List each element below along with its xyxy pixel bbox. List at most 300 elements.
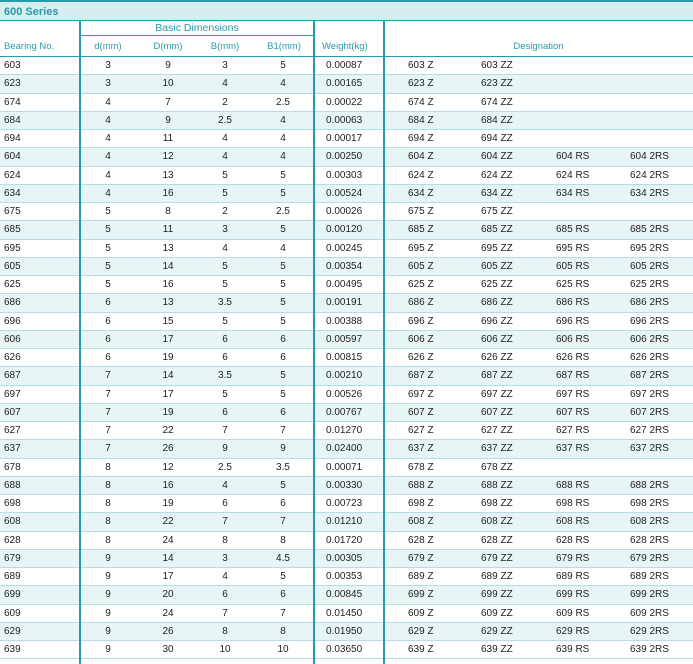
cell-designation-2rs: 634 2RS — [630, 187, 669, 199]
cell-D: 17 — [162, 571, 174, 582]
cell-designation-rs: 699 RS — [556, 589, 590, 601]
cell-B: 8 — [222, 625, 228, 637]
cell-B1: 8 — [280, 534, 286, 546]
cell-designation-rs: 624 RS — [556, 169, 590, 181]
cell-B1: 6 — [280, 498, 286, 509]
column-divider-3 — [383, 21, 385, 664]
cell-designation-2rs: 625 2RS — [630, 279, 669, 290]
cell-d: 7 — [105, 406, 111, 418]
cell-designation-2rs: 627 2RS — [630, 425, 669, 436]
cell-designation-zz: 699 ZZ — [481, 589, 513, 601]
table-row — [0, 422, 693, 440]
table-row — [0, 148, 693, 166]
cell-d: 5 — [105, 224, 111, 236]
cell-D: 17 — [162, 333, 174, 345]
cell-B: 6 — [222, 352, 228, 363]
cell-D: 16 — [162, 187, 174, 199]
cell-B1: 4.5 — [276, 552, 290, 564]
cell-d: 9 — [105, 625, 111, 637]
cell-B: 4 — [222, 78, 228, 90]
cell-weight: 0.00305 — [326, 552, 363, 564]
cell-D: 15 — [162, 315, 174, 327]
cell-designation-zz: 605 ZZ — [481, 260, 513, 272]
cell-weight: 0.00303 — [326, 169, 363, 181]
table-row — [0, 167, 693, 185]
cell-d: 4 — [105, 187, 111, 199]
cell-weight: 0.01450 — [326, 607, 363, 619]
cell-d: 5 — [105, 260, 111, 272]
cell-designation-zz: 624 ZZ — [481, 169, 513, 181]
cell-d: 7 — [105, 443, 111, 455]
cell-designation-z: 629 Z — [408, 625, 434, 637]
cell-designation-zz: 684 ZZ — [481, 114, 513, 126]
cell-designation-2rs: 605 2RS — [630, 260, 669, 272]
cell-designation-2rs: 629 2RS — [630, 625, 669, 637]
cell-designation-zz: 625 ZZ — [481, 279, 513, 290]
cell-weight: 0.01950 — [326, 625, 363, 637]
cell-B: 3.5 — [218, 297, 232, 309]
cell-bearing-no: 684 — [4, 114, 21, 126]
cell-designation-z: 628 Z — [408, 534, 434, 546]
cell-designation-z: 678 Z — [408, 461, 434, 473]
cell-designation-zz: 629 ZZ — [481, 625, 513, 637]
cell-designation-2rs: 626 2RS — [630, 352, 669, 363]
table-row — [0, 550, 693, 568]
cell-weight: 0.01270 — [326, 425, 363, 436]
cell-D: 20 — [162, 589, 174, 601]
table-row — [0, 185, 693, 203]
cell-designation-z: 674 Z — [408, 96, 434, 108]
cell-D: 24 — [162, 534, 174, 546]
cell-designation-zz: 639 ZZ — [481, 644, 513, 655]
header-weight: Weight(kg) — [322, 41, 368, 52]
cell-designation-rs: 626 RS — [556, 352, 590, 363]
cell-B: 2 — [222, 206, 228, 217]
cell-weight: 0.00388 — [326, 315, 363, 327]
cell-d: 6 — [105, 333, 111, 345]
table-row — [0, 349, 693, 367]
cell-d: 9 — [105, 571, 111, 582]
cell-weight: 0.00245 — [326, 242, 363, 254]
cell-designation-zz: 697 ZZ — [481, 388, 513, 400]
cell-designation-rs: 637 RS — [556, 443, 590, 455]
cell-designation-zz: 606 ZZ — [481, 333, 513, 345]
cell-D: 19 — [162, 352, 174, 363]
table-row — [0, 331, 693, 349]
cell-designation-2rs: 698 2RS — [630, 498, 669, 509]
cell-designation-rs: 628 RS — [556, 534, 590, 546]
cell-designation-zz: 675 ZZ — [481, 206, 513, 217]
cell-B: 3 — [222, 224, 228, 236]
cell-B1: 5 — [280, 60, 286, 71]
cell-designation-2rs: 696 2RS — [630, 315, 669, 327]
table-row — [0, 605, 693, 623]
cell-designation-2rs: 628 2RS — [630, 534, 669, 546]
cell-d: 9 — [105, 552, 111, 564]
cell-d: 7 — [105, 388, 111, 400]
cell-B: 8 — [222, 534, 228, 546]
cell-B1: 6 — [280, 589, 286, 601]
cell-designation-zz: 687 ZZ — [481, 370, 513, 382]
cell-B1: 5 — [280, 169, 286, 181]
cell-designation-z: 609 Z — [408, 607, 434, 619]
cell-weight: 0.00250 — [326, 151, 363, 163]
cell-designation-rs: 698 RS — [556, 498, 590, 509]
cell-designation-rs: 688 RS — [556, 479, 590, 491]
cell-d: 4 — [105, 96, 111, 108]
header-basic-divider — [81, 35, 313, 36]
cell-d: 6 — [105, 352, 111, 363]
cell-weight: 0.00845 — [326, 589, 363, 601]
header-bearing-no: Bearing No. — [4, 41, 55, 52]
cell-D: 24 — [162, 607, 174, 619]
table-row — [0, 94, 693, 112]
cell-bearing-no: 628 — [4, 534, 21, 546]
cell-designation-z: 694 Z — [408, 133, 434, 144]
cell-B: 9 — [222, 443, 228, 455]
cell-B1: 5 — [280, 224, 286, 236]
cell-B1: 5 — [280, 187, 286, 199]
table-row — [0, 258, 693, 276]
cell-B1: 4 — [280, 151, 286, 163]
cell-bearing-no: 607 — [4, 406, 21, 418]
cell-B: 5 — [222, 169, 228, 181]
table-row — [0, 294, 693, 312]
cell-B: 4 — [222, 151, 228, 163]
cell-B1: 5 — [280, 388, 286, 400]
cell-designation-zz: 604 ZZ — [481, 151, 513, 163]
cell-weight: 0.00022 — [326, 96, 363, 108]
cell-designation-z: 684 Z — [408, 114, 434, 126]
cell-designation-zz: 686 ZZ — [481, 297, 513, 309]
cell-designation-zz: 609 ZZ — [481, 607, 513, 619]
table-row — [0, 568, 693, 586]
cell-designation-z: 634 Z — [408, 187, 434, 199]
cell-bearing-no: 679 — [4, 552, 21, 564]
cell-weight: 0.00353 — [326, 571, 363, 582]
cell-bearing-no: 687 — [4, 370, 21, 382]
cell-weight: 0.00526 — [326, 388, 363, 400]
cell-designation-rs: 639 RS — [556, 644, 590, 655]
cell-D: 11 — [162, 224, 174, 236]
cell-designation-z: 687 Z — [408, 370, 434, 382]
cell-designation-z: 624 Z — [408, 169, 434, 181]
cell-d: 8 — [105, 516, 111, 528]
table-row — [0, 477, 693, 495]
cell-designation-zz: 637 ZZ — [481, 443, 513, 455]
cell-B: 5 — [222, 279, 228, 290]
cell-d: 8 — [105, 498, 111, 509]
cell-designation-z: 604 Z — [408, 151, 434, 163]
cell-bearing-no: 634 — [4, 187, 21, 199]
cell-B: 7 — [222, 425, 228, 436]
cell-D: 11 — [162, 133, 174, 144]
cell-D: 30 — [162, 644, 174, 655]
cell-designation-rs: 625 RS — [556, 279, 590, 290]
table-row — [0, 313, 693, 331]
cell-B1: 5 — [280, 370, 286, 382]
cell-designation-zz: 626 ZZ — [481, 352, 513, 363]
cell-designation-rs: 696 RS — [556, 315, 590, 327]
cell-designation-rs: 607 RS — [556, 406, 590, 418]
cell-bearing-no: 696 — [4, 315, 21, 327]
cell-B: 5 — [222, 187, 228, 199]
cell-designation-zz: 674 ZZ — [481, 96, 513, 108]
cell-designation-2rs: 695 2RS — [630, 242, 669, 254]
cell-weight: 0.00026 — [326, 206, 363, 217]
table-row — [0, 641, 693, 659]
cell-B: 5 — [222, 315, 228, 327]
cell-designation-z: 607 Z — [408, 406, 434, 418]
cell-designation-rs: 685 RS — [556, 224, 590, 236]
cell-designation-zz: 603 ZZ — [481, 60, 513, 71]
cell-designation-rs: 697 RS — [556, 388, 590, 400]
cell-D: 10 — [162, 78, 174, 90]
cell-weight: 0.00354 — [326, 260, 363, 272]
cell-B1: 5 — [280, 297, 286, 309]
cell-designation-zz: 685 ZZ — [481, 224, 513, 236]
table-row — [0, 203, 693, 221]
table-row — [0, 57, 693, 75]
cell-B1: 3.5 — [276, 461, 290, 473]
cell-d: 9 — [105, 607, 111, 619]
cell-B: 7 — [222, 516, 228, 528]
cell-weight: 0.00767 — [326, 406, 363, 418]
cell-d: 4 — [105, 151, 111, 163]
cell-bearing-no: 624 — [4, 169, 21, 181]
cell-designation-2rs: 607 2RS — [630, 406, 669, 418]
cell-bearing-no: 609 — [4, 607, 21, 619]
cell-B: 6 — [222, 333, 228, 345]
cell-designation-2rs: 679 2RS — [630, 552, 669, 564]
cell-B: 10 — [219, 644, 231, 655]
cell-B: 4 — [222, 242, 228, 254]
cell-weight: 0.00330 — [326, 479, 363, 491]
cell-designation-z: 623 Z — [408, 78, 434, 90]
cell-designation-zz: 627 ZZ — [481, 425, 513, 436]
cell-designation-rs: 629 RS — [556, 625, 590, 637]
cell-designation-rs: 686 RS — [556, 297, 590, 309]
cell-bearing-no: 698 — [4, 498, 21, 509]
cell-designation-rs: 695 RS — [556, 242, 590, 254]
cell-weight: 0.00524 — [326, 187, 363, 199]
cell-designation-z: 685 Z — [408, 224, 434, 236]
cell-B1: 6 — [280, 352, 286, 363]
cell-B: 5 — [222, 388, 228, 400]
cell-designation-zz: 678 ZZ — [481, 461, 513, 473]
cell-designation-z: 603 Z — [408, 60, 434, 71]
cell-bearing-no: 626 — [4, 352, 21, 363]
cell-d: 8 — [105, 461, 111, 473]
table-row — [0, 459, 693, 477]
cell-weight: 0.00723 — [326, 498, 363, 509]
cell-bearing-no: 674 — [4, 96, 21, 108]
cell-d: 4 — [105, 114, 111, 126]
cell-D: 17 — [162, 388, 174, 400]
cell-designation-rs: 634 RS — [556, 187, 590, 199]
cell-designation-2rs: 639 2RS — [630, 644, 669, 655]
cell-designation-zz: 608 ZZ — [481, 516, 513, 528]
cell-d: 9 — [105, 644, 111, 655]
header-B1: B1(mm) — [267, 41, 301, 52]
table-row — [0, 240, 693, 258]
cell-designation-z: 686 Z — [408, 297, 434, 309]
cell-designation-z: 675 Z — [408, 206, 434, 217]
cell-weight: 0.00120 — [326, 224, 363, 236]
cell-designation-z: 699 Z — [408, 589, 434, 601]
header-D: D(mm) — [153, 41, 183, 52]
cell-bearing-no: 606 — [4, 333, 21, 345]
cell-d: 4 — [105, 133, 111, 144]
cell-d: 9 — [105, 589, 111, 601]
table-row — [0, 386, 693, 404]
cell-designation-2rs: 687 2RS — [630, 370, 669, 382]
cell-d: 7 — [105, 370, 111, 382]
cell-designation-2rs: 609 2RS — [630, 607, 669, 619]
table-row — [0, 221, 693, 239]
cell-designation-z: 695 Z — [408, 242, 434, 254]
row-divider — [0, 658, 693, 659]
cell-D: 13 — [162, 242, 174, 254]
cell-B1: 5 — [280, 479, 286, 491]
cell-bearing-no: 688 — [4, 479, 21, 491]
cell-designation-zz: 688 ZZ — [481, 479, 513, 491]
cell-bearing-no: 603 — [4, 60, 21, 71]
cell-designation-rs: 606 RS — [556, 333, 590, 345]
cell-designation-rs: 679 RS — [556, 552, 590, 564]
cell-D: 12 — [162, 461, 174, 473]
cell-d: 8 — [105, 534, 111, 546]
cell-bearing-no: 689 — [4, 571, 21, 582]
cell-designation-2rs: 699 2RS — [630, 589, 669, 601]
cell-D: 8 — [165, 206, 171, 217]
cell-designation-z: 625 Z — [408, 279, 434, 290]
column-divider-2 — [313, 21, 315, 664]
cell-weight: 0.00815 — [326, 352, 363, 363]
table-row — [0, 130, 693, 148]
cell-weight: 0.00191 — [326, 297, 363, 309]
cell-B: 3.5 — [218, 370, 232, 382]
table-row — [0, 367, 693, 385]
cell-bearing-no: 685 — [4, 224, 21, 236]
cell-designation-rs: 627 RS — [556, 425, 590, 436]
cell-designation-zz: 695 ZZ — [481, 242, 513, 254]
cell-designation-rs: 689 RS — [556, 571, 590, 582]
cell-B1: 5 — [280, 315, 286, 327]
cell-D: 9 — [165, 114, 171, 126]
cell-bearing-no: 694 — [4, 133, 21, 144]
cell-d: 7 — [105, 425, 111, 436]
cell-designation-z: 696 Z — [408, 315, 434, 327]
cell-D: 7 — [165, 96, 171, 108]
table-row — [0, 623, 693, 641]
cell-designation-zz: 607 ZZ — [481, 406, 513, 418]
cell-B: 3 — [222, 552, 228, 564]
cell-B1: 7 — [280, 607, 286, 619]
cell-weight: 0.00165 — [326, 78, 363, 90]
cell-d: 5 — [105, 279, 111, 290]
cell-weight: 0.00071 — [326, 461, 363, 473]
cell-designation-2rs: 606 2RS — [630, 333, 669, 345]
cell-designation-2rs: 604 2RS — [630, 151, 669, 163]
cell-designation-zz: 694 ZZ — [481, 133, 513, 144]
cell-weight: 0.00063 — [326, 114, 363, 126]
cell-D: 9 — [165, 60, 171, 71]
table-row — [0, 440, 693, 458]
cell-designation-zz: 623 ZZ — [481, 78, 513, 90]
cell-designation-2rs: 637 2RS — [630, 443, 669, 455]
table-row — [0, 532, 693, 550]
cell-D: 13 — [162, 297, 174, 309]
cell-designation-z: 688 Z — [408, 479, 434, 491]
cell-bearing-no: 625 — [4, 279, 21, 290]
cell-bearing-no: 629 — [4, 625, 21, 637]
table-row — [0, 75, 693, 93]
cell-B1: 2.5 — [276, 206, 290, 217]
series-title: 600 Series — [4, 6, 59, 18]
cell-designation-2rs: 686 2RS — [630, 297, 669, 309]
cell-B: 2.5 — [218, 114, 232, 126]
cell-D: 16 — [162, 279, 174, 290]
cell-bearing-no: 699 — [4, 589, 21, 601]
cell-designation-z: 698 Z — [408, 498, 434, 509]
cell-designation-zz: 628 ZZ — [481, 534, 513, 546]
header-basic-dimensions: Basic Dimensions — [155, 22, 239, 34]
cell-weight: 0.00495 — [326, 279, 363, 290]
cell-designation-zz: 679 ZZ — [481, 552, 513, 564]
cell-designation-rs: 609 RS — [556, 607, 590, 619]
cell-D: 22 — [162, 516, 174, 528]
cell-bearing-no: 627 — [4, 425, 21, 436]
cell-designation-z: 608 Z — [408, 516, 434, 528]
cell-designation-z: 679 Z — [408, 552, 434, 564]
cell-designation-zz: 696 ZZ — [481, 315, 513, 327]
table-row — [0, 112, 693, 130]
cell-B1: 4 — [280, 114, 286, 126]
cell-B1: 6 — [280, 333, 286, 345]
cell-B: 7 — [222, 607, 228, 619]
cell-D: 14 — [162, 370, 174, 382]
series-band — [0, 0, 693, 21]
cell-B: 4 — [222, 133, 228, 144]
cell-B1: 4 — [280, 242, 286, 254]
cell-designation-rs: 605 RS — [556, 260, 590, 272]
cell-bearing-no: 678 — [4, 461, 21, 473]
cell-d: 6 — [105, 297, 111, 309]
cell-designation-rs: 687 RS — [556, 370, 590, 382]
table-row — [0, 513, 693, 531]
cell-weight: 0.00017 — [326, 133, 363, 144]
cell-designation-z: 606 Z — [408, 333, 434, 345]
cell-B1: 10 — [277, 644, 289, 655]
cell-d: 6 — [105, 315, 111, 327]
cell-B1: 5 — [280, 571, 286, 582]
cell-weight: 0.02400 — [326, 443, 363, 455]
cell-B1: 5 — [280, 279, 286, 290]
cell-D: 13 — [162, 169, 174, 181]
cell-D: 14 — [162, 552, 174, 564]
cell-D: 19 — [162, 406, 174, 418]
cell-bearing-no: 639 — [4, 644, 21, 655]
cell-designation-z: 626 Z — [408, 352, 434, 363]
cell-D: 26 — [162, 625, 174, 637]
cell-D: 14 — [162, 260, 174, 272]
cell-weight: 0.00087 — [326, 60, 363, 71]
cell-B: 5 — [222, 260, 228, 272]
cell-D: 12 — [162, 151, 174, 163]
cell-B: 6 — [222, 498, 228, 509]
cell-weight: 0.00210 — [326, 370, 363, 382]
